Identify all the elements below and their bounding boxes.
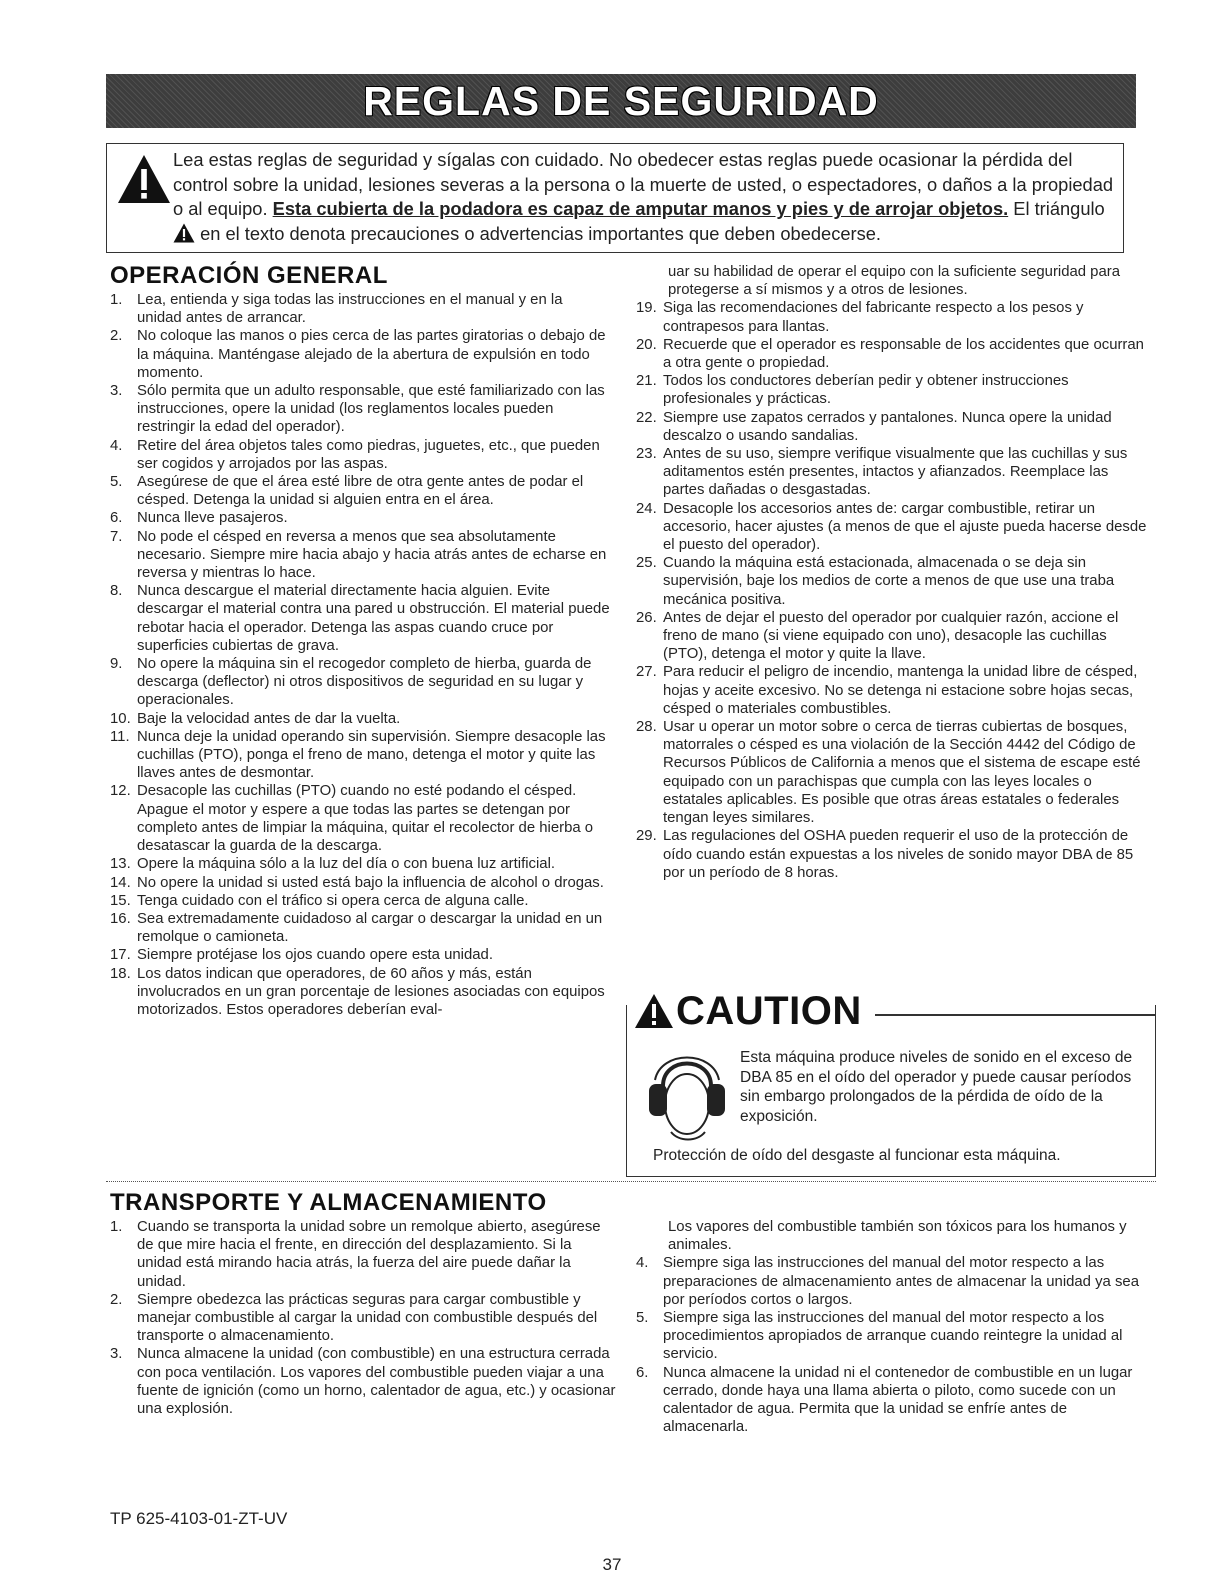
item-number: 13.	[110, 856, 131, 873]
item-number: 18.	[110, 965, 131, 982]
list-item	[110, 728, 610, 783]
item-text: Los datos indican que operadores, de 60 años y más, están involucrados en un gran porcentaje de lesiones asociadas con equipos motorizados. Estos operadores deberían eval-	[137, 965, 605, 1018]
transporte-list-left	[110, 1218, 620, 1418]
item-number: 27.	[636, 664, 657, 681]
ear-protection-icon	[641, 1046, 733, 1146]
item-number: 3.	[110, 383, 123, 400]
item-text: Cuando la máquina está estacionada, almacenada o se deja sin supervisión, baje los medios de corte a menos de que use una traba mecánica positiva.	[663, 555, 1115, 608]
item-text: Opere la máquina sólo a la luz del día o con buena luz artificial.	[137, 856, 556, 873]
list-item	[636, 409, 1148, 445]
item-number: 25.	[636, 555, 657, 572]
item-text: No pode el césped en reversa a menos que sea absolutamente necesario. Siempre mire hacia abajo y hacia atrás antes de echarse en reversa y mientras lo hace.	[137, 528, 607, 582]
item-text: Todos los conductores deberían pedir y obtener instrucciones profesionales y prácticas.	[663, 373, 1069, 408]
item-number: 2.	[110, 1291, 123, 1308]
item-text: Usar u operar un motor sobre o cerca de tierras cubiertas de bosques, matorrales o césped es una violación de la Sección 4442 del Código de Recursos Públicos de California a menos que el sistema de escape esté equipado con un parachispas que cumpla con las leyes locales o estatales aplicables. Es posible que otras áreas estatales o federales tengan leyes similares.	[663, 719, 1141, 827]
item-text: Nunca almacene la unidad ni el contenedor de combustible en un lugar cerrado, donde haya una llama abierta o piloto, como sucede con un calentador de agua. Permita que la unidad se enfríe antes de almacenarla.	[663, 1364, 1133, 1436]
item-number: 9.	[110, 656, 123, 673]
operacion-heading: OPERACIÓN GENERAL	[110, 262, 388, 289]
item-text: Siempre obedezca las prácticas seguras para cargar combustible y manejar combustible al cargar la unidad con combustible después del transporte o almacenamiento.	[137, 1291, 598, 1345]
list-item	[110, 1345, 620, 1418]
item-text: Siempre siga las instrucciones del manual del motor respecto a las preparaciones de almacenamiento antes de almacenar la unidad ya sea por períodos cortos o largos.	[663, 1255, 1139, 1308]
item-text: Cuando se transporta la unidad sobre un remolque abierto, asegúrese de que mire hacia el frente, en dirección del desplazamiento. Si la unidad está mirando hacia atrás, la fuerza del aire puede dañar la unidad.	[137, 1219, 601, 1290]
item-number: 23.	[636, 446, 657, 463]
item-text: Nunca deje la unidad operando sin supervisión. Siempre desacople las cuchillas (PTO), ponga el freno de mano, detenga el motor y quite las llaves antes de desmontar.	[137, 728, 606, 782]
list-item	[110, 1218, 620, 1291]
item-number: 4.	[636, 1255, 649, 1272]
item-text: Nunca almacene la unidad (con combustible) en una estructura cerrada con poca ventilación. Los vapores del combustible pueden viajar a una fuente de ignición (como un horno, calentador de agua, etc.) y ocasionar una explosión.	[137, 1346, 616, 1418]
warning-part3: en el texto denota precauciones o advertencias importantes que deben obedecerse.	[195, 222, 882, 244]
document-code: TP 625-4103-01-ZT-UV	[110, 1509, 288, 1528]
item-text: Siempre protéjase los ojos cuando opere esta unidad.	[137, 947, 493, 964]
transporte-continuation: Los vapores del combustible también son tóxicos para los humanos y animales.	[668, 1219, 1127, 1254]
safety-warning-box	[106, 143, 1124, 253]
item-text: Siga las recomendaciones del fabricante respecto a los pesos y contrapesos para llantas.	[663, 300, 1084, 335]
list-item	[110, 582, 610, 655]
list-item	[110, 782, 610, 855]
item-text: Nunca descargue el material directamente hacia alguien. Evite descargar el material contra una pared u obstrucción. El material puede rebotar hacia el operador. Detenga las aspas cuando cruce por superficies cubiertas de grava.	[137, 583, 610, 654]
item-text: Para reducir el peligro de incendio, mantenga la unidad libre de césped, hojas y aceite excesivo. No se detenga ni estacione sobre hojas secas, césped o materiales combustibles.	[663, 664, 1138, 717]
list-item	[110, 655, 610, 710]
item-text: Sólo permita que un adulto responsable, que esté familiarizado con las instrucciones, opere la unidad (los reglamentos locales pueden restringir la edad del operador).	[137, 383, 605, 436]
warning-triangle-icon	[117, 154, 171, 204]
item-text: Desacople las cuchillas (PTO) cuando no esté podando el césped. Apague el motor y espere a que todas las partes se detengan por completo antes de limpiar la máquina, quitar el recolector de hierba o desatascar la guarda de la descarga.	[137, 783, 594, 855]
list-item	[110, 892, 610, 910]
operacion-list-left	[110, 291, 610, 1019]
item-number: 29.	[636, 828, 657, 845]
item-number: 1.	[110, 1219, 123, 1235]
inline-warning-triangle-icon	[173, 223, 195, 243]
item-number: 12.	[110, 783, 131, 800]
list-item	[110, 382, 610, 437]
list-item	[636, 336, 1148, 372]
page-title: REGLAS DE SEGURIDAD	[363, 77, 879, 124]
item-text: Tenga cuidado con el tráfico si opera cerca de alguna calle.	[137, 892, 529, 909]
item-text: Antes de su uso, siempre verifique visualmente que las cuchillas y sus aditamentos estén presentes, intactos y afianzados. Reemplace las partes dañadas o desgastadas.	[663, 446, 1128, 499]
warning-emphasis: Esta cubierta de la podadora es capaz de amputar manos y pies y de arrojar objetos.	[272, 198, 1009, 219]
item-number: 20.	[636, 336, 657, 353]
item-number: 17.	[110, 947, 131, 964]
item-number: 14.	[110, 874, 131, 891]
list-item	[636, 827, 1148, 882]
item-text: Retire del área objetos tales como piedras, juguetes, etc., que pueden ser cogidos y arrojados por las aspas.	[137, 437, 600, 472]
list-item	[636, 1254, 1148, 1309]
list-item	[636, 299, 1148, 335]
list-item	[636, 609, 1148, 664]
warning-part1: Lea estas reglas de seguridad y sígalas con cuidado. No obedecer estas reglas puede ocasionar la pérdida del control sobre la unidad, lesiones severas a la persona o la muerte de usted, o espectadores, o daños a la propiedad o al equipo.	[173, 149, 1114, 219]
item-text: Recuerde que el operador es responsable de los accidentes que ocurran a otra gente o propiedad.	[663, 336, 1144, 372]
list-item	[110, 855, 610, 873]
title-banner	[106, 74, 1136, 128]
item-text: Siempre siga las instrucciones del manual del motor respecto a los procedimientos apropiados de arranque cuando reintegre la unidad al servicio.	[663, 1310, 1123, 1363]
list-item	[110, 327, 610, 382]
item-text: Desacople los accesorios antes de: cargar combustible, retirar un accesorio, hacer ajustes (a menos de que el ajuste pueda hacerse desde el puesto del operador).	[663, 500, 1147, 554]
item-text: Lea, entienda y siga todas las instrucciones en el manual y en la unidad antes de arrancar.	[137, 292, 563, 327]
caution-word: CAUTION	[676, 988, 862, 1033]
item-number: 1.	[110, 292, 123, 308]
item-number: 10.	[110, 710, 131, 727]
list-item	[110, 946, 610, 964]
item-text: No opere la unidad si usted está bajo la influencia de alcohol o drogas.	[137, 874, 604, 891]
item-number: 19.	[636, 300, 657, 317]
transporte-heading: TRANSPORTE Y ALMACENAMIENTO	[110, 1189, 547, 1216]
caution-triangle-icon	[634, 993, 674, 1029]
list-item	[636, 718, 1148, 827]
item-number: 6.	[636, 1364, 649, 1381]
item-number: 6.	[110, 510, 123, 527]
item-number: 7.	[110, 528, 123, 545]
list-item	[110, 874, 610, 892]
item-text: Baje la velocidad antes de dar la vuelta.	[137, 710, 401, 727]
list-item	[110, 473, 610, 509]
operacion-continuation: uar su habilidad de operar el equipo con la suficiente seguridad para protegerse a sí mismos y a otros de lesiones.	[668, 264, 1120, 299]
list-item	[636, 500, 1148, 555]
item-text: Siempre use zapatos cerrados y pantalones. Nunca opere la unidad descalzo o usando sandalias.	[663, 409, 1112, 444]
list-item	[110, 528, 610, 583]
list-item	[110, 965, 610, 1020]
item-number: 15.	[110, 892, 131, 909]
section-divider	[106, 1181, 1156, 1182]
caution-top-rule	[875, 1014, 1156, 1016]
item-text: Nunca lleve pasajeros.	[137, 510, 288, 527]
list-item	[110, 710, 610, 728]
item-number: 3.	[110, 1346, 123, 1363]
item-number: 2.	[110, 328, 123, 345]
warning-text	[173, 148, 1119, 246]
item-number: 4.	[110, 437, 123, 454]
list-item	[110, 1291, 620, 1346]
item-number: 22.	[636, 409, 657, 426]
item-text: Asegúrese de que el área esté libre de otra gente antes de podar el césped. Detenga la unidad si alguien entra en el área.	[137, 474, 584, 509]
list-item	[636, 1364, 1148, 1437]
item-text: No coloque las manos o pies cerca de las partes giratorias o debajo de la máquina. Manténgase alejado de la abertura de expulsión en todo momento.	[137, 328, 606, 381]
list-item	[110, 437, 610, 473]
item-number: 5.	[110, 474, 123, 491]
item-number: 26.	[636, 609, 657, 626]
list-item	[110, 910, 610, 946]
list-item	[636, 1309, 1148, 1364]
operacion-list-right	[636, 263, 1148, 882]
item-text: Las regulaciones del OSHA pueden requerir el uso de la protección de oído cuando están expuestas a los niveles de sonido mayor DBA de 85 por un período de 8 horas.	[663, 828, 1134, 881]
item-text: No opere la máquina sin el recogedor completo de hierba, guarda de descarga (deflector) ni otros dispositivos de seguridad en su lugar y operacionales.	[137, 656, 592, 709]
list-item	[636, 372, 1148, 408]
list-item	[110, 509, 610, 527]
item-text: Sea extremadamente cuidadoso al cargar o descargar la unidad en un remolque o camioneta.	[137, 910, 603, 946]
item-number: 28.	[636, 719, 657, 736]
warning-part2: El triángulo	[1008, 198, 1105, 219]
item-text: Antes de dejar el puesto del operador por cualquier razón, accione el freno de mano (si viene equipado con uno), desacople las cuchillas (PTO), detenga el motor y quite la llave.	[663, 609, 1119, 663]
list-item	[636, 663, 1148, 718]
item-number: 8.	[110, 583, 123, 600]
item-number: 21.	[636, 373, 657, 390]
list-item	[110, 291, 610, 327]
caution-header	[634, 986, 870, 1036]
list-item	[636, 554, 1148, 609]
caution-text: Esta máquina produce niveles de sonido en el exceso de DBA 85 en el oído del operador y puede causar períodos sin embargo prolongados de la pérdida de oído de la exposición.	[740, 1049, 1133, 1125]
item-number: 11.	[110, 728, 130, 745]
caution-footer: Protección de oído del desgaste al funcionar esta máquina.	[653, 1147, 1061, 1164]
item-number: 24.	[636, 500, 657, 517]
transporte-list-right	[636, 1218, 1148, 1436]
item-number: 16.	[110, 910, 131, 927]
page-number: 37	[602, 1555, 622, 1574]
list-item	[636, 445, 1148, 500]
item-number: 5.	[636, 1310, 649, 1327]
